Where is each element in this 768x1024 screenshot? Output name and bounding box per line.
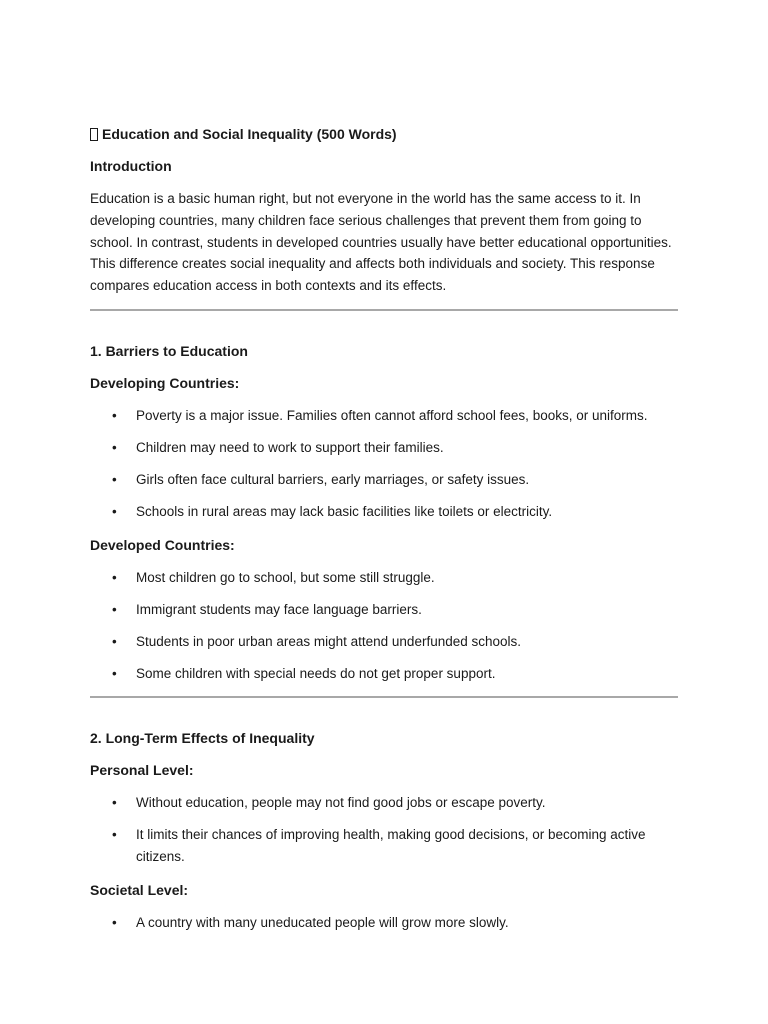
list-item [90,912,678,934]
subheading-developing-countries: Developing Countries: [90,374,240,391]
list-item-text: Students in poor urban areas might attend underfunded schools. [136,633,522,649]
bullet-icon: • [112,569,117,585]
bullet-icon: • [112,439,117,455]
list-item-text: Most children go to school, but some still struggle. [136,569,435,585]
list-item [90,599,678,621]
list-item-text: Children may need to work to support their families. [136,439,444,455]
subheading-societal-level: Societal Level: [90,881,189,898]
list-item-text: Schools in rural areas may lack basic facilities like toilets or electricity. [136,503,553,519]
bullet-icon: • [112,503,117,519]
introduction-paragraph: Education is a basic human right, but not everyone in the world has the same access to it. In developing countries, many children face serious challenges that prevent them from going to school. In contrast, students in developed countries usually have better educational opportunities. This difference creates social inequality and affects both individuals and society. This response compares education access in both contexts and its effects. [90,191,672,293]
bullet-icon: • [112,601,117,617]
list-item [90,792,678,814]
introduction-heading: Introduction [90,158,172,174]
personal-level-list [90,792,678,868]
subheading-developed-countries: Developed Countries: [90,536,235,553]
horizontal-divider [90,309,678,311]
document-page [90,124,678,946]
bullet-icon: • [112,795,117,811]
bullet-icon: • [112,633,117,649]
list-item [90,501,678,523]
list-item [90,631,678,653]
list-item-text: Poverty is a major issue. Families often cannot afford school fees, books, or uniforms. [136,407,648,423]
subheading-personal-level: Personal Level: [90,762,194,779]
list-item [90,567,678,589]
document-title-text: Education and Social Inequality (500 Words) [102,126,397,142]
list-item [90,824,678,868]
list-item-text: Girls often face cultural barriers, early marriages, or safety issues. [136,471,530,487]
list-item-text: Some children with special needs do not get proper support. [136,665,496,681]
developing-countries-list [90,405,678,523]
list-item [90,437,678,459]
bullet-icon: • [112,914,117,930]
list-item-text: Immigrant students may face language barriers. [136,601,422,617]
bullet-icon: • [112,471,117,487]
missing-glyph-icon [90,128,98,141]
section-heading-long-term-effects: 2. Long-Term Effects of Inequality [90,730,315,747]
section-heading-barriers: 1. Barriers to Education [90,342,248,359]
list-item [90,663,678,685]
list-item-text: It limits their chances of improving health, making good decisions, or becoming active citizens. [136,827,646,864]
developed-countries-list [90,567,678,685]
list-item-text: Without education, people may not find good jobs or escape poverty. [136,795,546,811]
list-item [90,469,678,491]
bullet-icon: • [112,665,117,681]
list-item-text: A country with many uneducated people will grow more slowly. [136,914,509,930]
horizontal-divider [90,696,678,698]
bullet-icon: • [112,827,117,843]
list-item [90,405,678,427]
bullet-icon: • [112,407,117,423]
document-title [90,124,678,144]
societal-level-list [90,912,678,934]
